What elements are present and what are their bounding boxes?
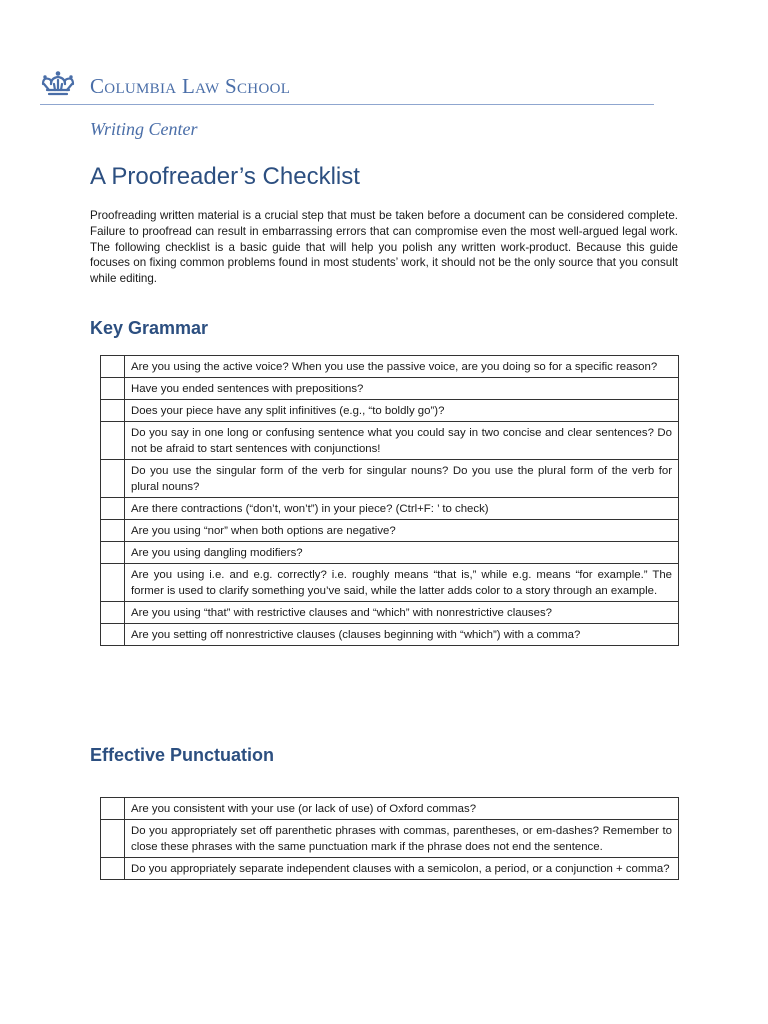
intro-paragraph: Proofreading written material is a crucial step that must be taken before a document can be considered complete. Failure to proofread can result in embarrassing errors that can compromise even the most well-argued legal work. The following checklist is a basic guide that will help you polish any written work-product. Because this guide focuses on fixing common problems found in most students’ work, it should not be the only source that you consult while editing. (90, 209, 678, 286)
checklist-item: Do you say in one long or confusing sentence what you could say in two concise and clear sentences? Do not be afraid to start sentences with conjunctions! (125, 422, 679, 460)
checkbox[interactable] (101, 378, 125, 400)
writing-center-subtitle: Writing Center (90, 119, 198, 139)
checklist-row (101, 520, 679, 542)
header (40, 68, 656, 108)
checkbox[interactable] (101, 460, 125, 498)
checklist-item: Does your piece have any split infinitives (e.g., “to boldly go”)? (125, 400, 679, 422)
header-rule (40, 104, 654, 105)
checklist-row (101, 798, 679, 820)
checklist-row (101, 356, 679, 378)
checklist-row (101, 498, 679, 520)
checklist-item: Are you using the active voice? When you use the passive voice, are you doing so for a specific reason? (125, 356, 679, 378)
checklist-item: Are you setting off nonrestrictive clauses (clauses beginning with “which”) with a comma? (125, 624, 679, 646)
checklist-item: Do you appropriately separate independent clauses with a semicolon, a period, or a conjunction + comma? (125, 858, 679, 880)
checkbox[interactable] (101, 820, 125, 858)
page-title: A Proofreader’s Checklist (90, 163, 360, 190)
checkbox[interactable] (101, 858, 125, 880)
checklist-item: Are you consistent with your use (or lack of use) of Oxford commas? (125, 798, 679, 820)
checkbox[interactable] (101, 400, 125, 422)
checklist-item: Do you use the singular form of the verb for singular nouns? Do you use the plural form of the verb for plural nouns? (125, 460, 679, 498)
section-heading-effective-punctuation: Effective Punctuation (90, 745, 275, 765)
checkbox[interactable] (101, 602, 125, 624)
checkbox[interactable] (101, 624, 125, 646)
checklist-item: Are you using i.e. and e.g. correctly? i.e. roughly means “that is,” while e.g. means “for example.” The former is used to clarify something you’ve said, while the latter adds color to a story through an example. (125, 564, 679, 602)
key-grammar-checklist (100, 355, 679, 646)
checkbox[interactable] (101, 798, 125, 820)
checklist-row (101, 858, 679, 880)
checkbox[interactable] (101, 422, 125, 460)
checklist-item: Are you using “that” with restrictive clauses and “which” with nonrestrictive clauses? (125, 602, 679, 624)
checkbox[interactable] (101, 520, 125, 542)
checkbox[interactable] (101, 498, 125, 520)
school-name: Columbia Law School (90, 74, 291, 98)
checklist-row (101, 542, 679, 564)
checklist-row (101, 460, 679, 498)
checkbox[interactable] (101, 542, 125, 564)
checklist-item: Do you appropriately set off parenthetic phrases with commas, parentheses, or em-dashes? Remember to close these phrases with the same punctuation mark if the phrase does not end the sentence. (125, 820, 679, 858)
checkbox[interactable] (101, 564, 125, 602)
checklist-row (101, 624, 679, 646)
checklist-row (101, 400, 679, 422)
effective-punctuation-checklist (100, 797, 679, 880)
checklist-item: Are you using dangling modifiers? (125, 542, 679, 564)
checklist-item: Are you using “nor” when both options are negative? (125, 520, 679, 542)
checklist-item: Are there contractions (“don’t, won’t”) in your piece? (Ctrl+F: ’ to check) (125, 498, 679, 520)
section-heading-key-grammar: Key Grammar (90, 318, 209, 338)
checklist-row (101, 564, 679, 602)
checklist-row (101, 378, 679, 400)
checklist-row (101, 602, 679, 624)
crown-logo-icon (40, 70, 76, 98)
checkbox[interactable] (101, 356, 125, 378)
checklist-row (101, 820, 679, 858)
checklist-row (101, 422, 679, 460)
checklist-item: Have you ended sentences with prepositions? (125, 378, 679, 400)
